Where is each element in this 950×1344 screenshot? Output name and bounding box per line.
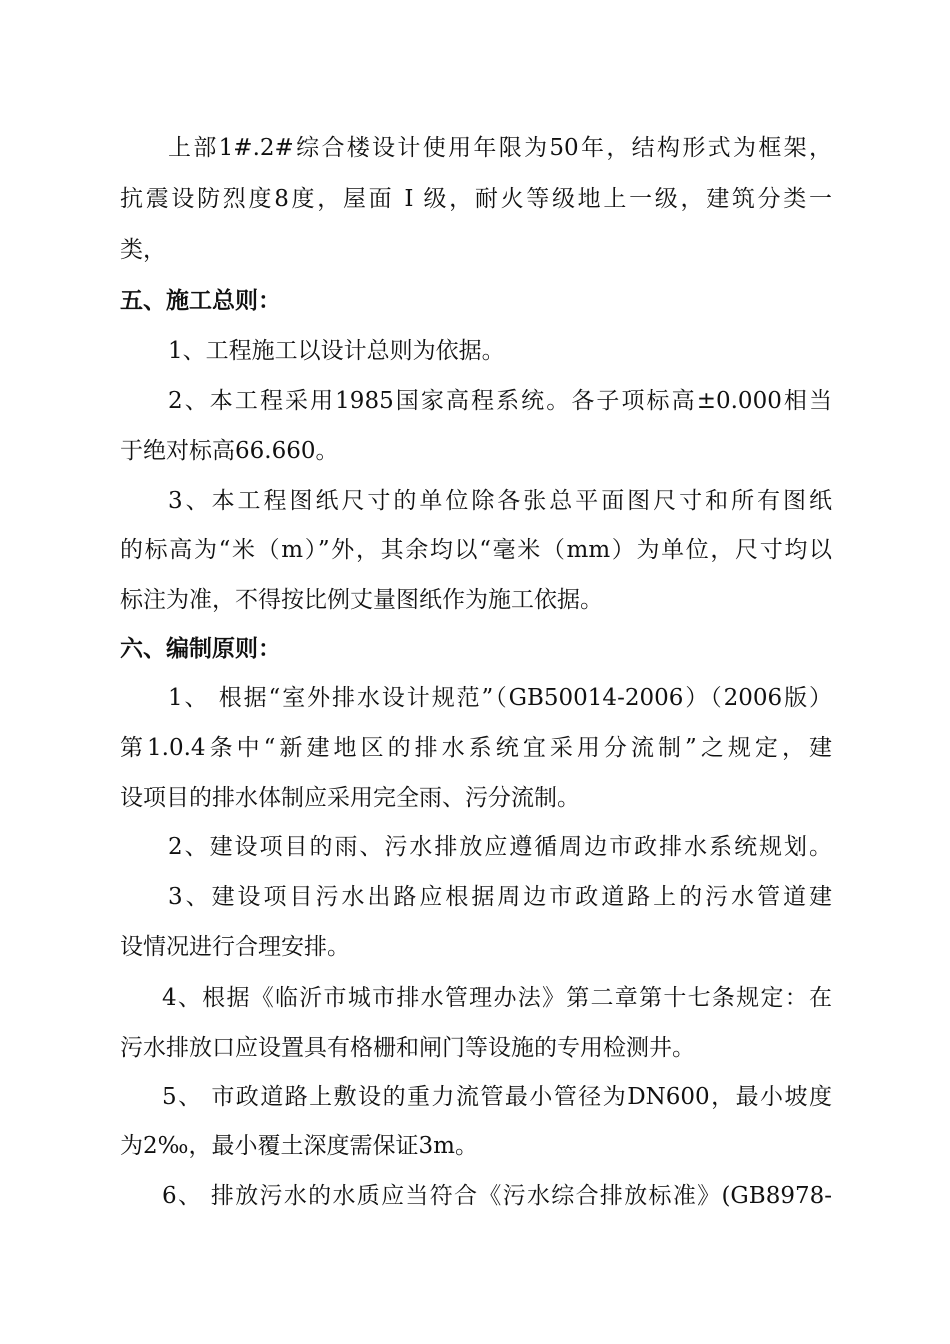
section-heading-5: 五、施工总则：: [120, 288, 281, 314]
paragraph-line: 污水排放口应设置具有格栅和闸门等设施的专用检测井。: [120, 1035, 695, 1061]
section-heading-6: 六、编制原则：: [120, 636, 281, 662]
paragraph-line: 设情况进行合理安排。: [120, 934, 350, 960]
list-item: 6、 排放污水的水质应当符合《污水综合排放标准》(GB8978-: [162, 1183, 832, 1209]
list-item: 1、 根据“室外排水设计规范”（GB50014-2006）（2006版）: [168, 685, 832, 711]
paragraph-line: 的标高为“米（m）”外，其余均以“毫米（mm）为单位，尺寸均以: [120, 537, 832, 563]
paragraph-line: 于绝对标高66.660。: [120, 438, 339, 464]
list-item: 3、本工程图纸尺寸的单位除各张总平面图尺寸和所有图纸: [168, 488, 832, 514]
paragraph-line: 设项目的排水体制应采用完全雨、污分流制。: [120, 785, 580, 811]
list-item: 2、建设项目的雨、污水排放应遵循周边市政排水系统规划。: [168, 834, 832, 860]
paragraph-line: 为2‰，最小覆土深度需保证3m。: [120, 1133, 478, 1159]
paragraph-line: 第1.0.4条中“新建地区的排水系统宜采用分流制”之规定，建: [120, 735, 832, 761]
list-item: 5、 市政道路上敷设的重力流管最小管径为DN600，最小坡度: [162, 1084, 832, 1110]
paragraph-line: 标注为准，不得按比例丈量图纸作为施工依据。: [120, 587, 603, 613]
list-item: 1、工程施工以设计总则为依据。: [168, 338, 505, 364]
list-item: 2、本工程采用1985国家高程系统。各子项标高±0.000相当: [168, 388, 832, 414]
list-item: 3、建设项目污水出路应根据周边市政道路上的污水管道建: [168, 884, 832, 910]
paragraph-line: 抗震设防烈度8度，屋面 I 级，耐火等级地上一级，建筑分类一: [120, 186, 832, 212]
list-item: 4、根据《临沂市城市排水管理办法》第二章第十七条规定：在: [162, 985, 832, 1011]
paragraph-line: 类，: [120, 237, 166, 263]
paragraph-line: 上部1#.2#综合楼设计使用年限为50年，结构形式为框架，: [168, 135, 832, 161]
